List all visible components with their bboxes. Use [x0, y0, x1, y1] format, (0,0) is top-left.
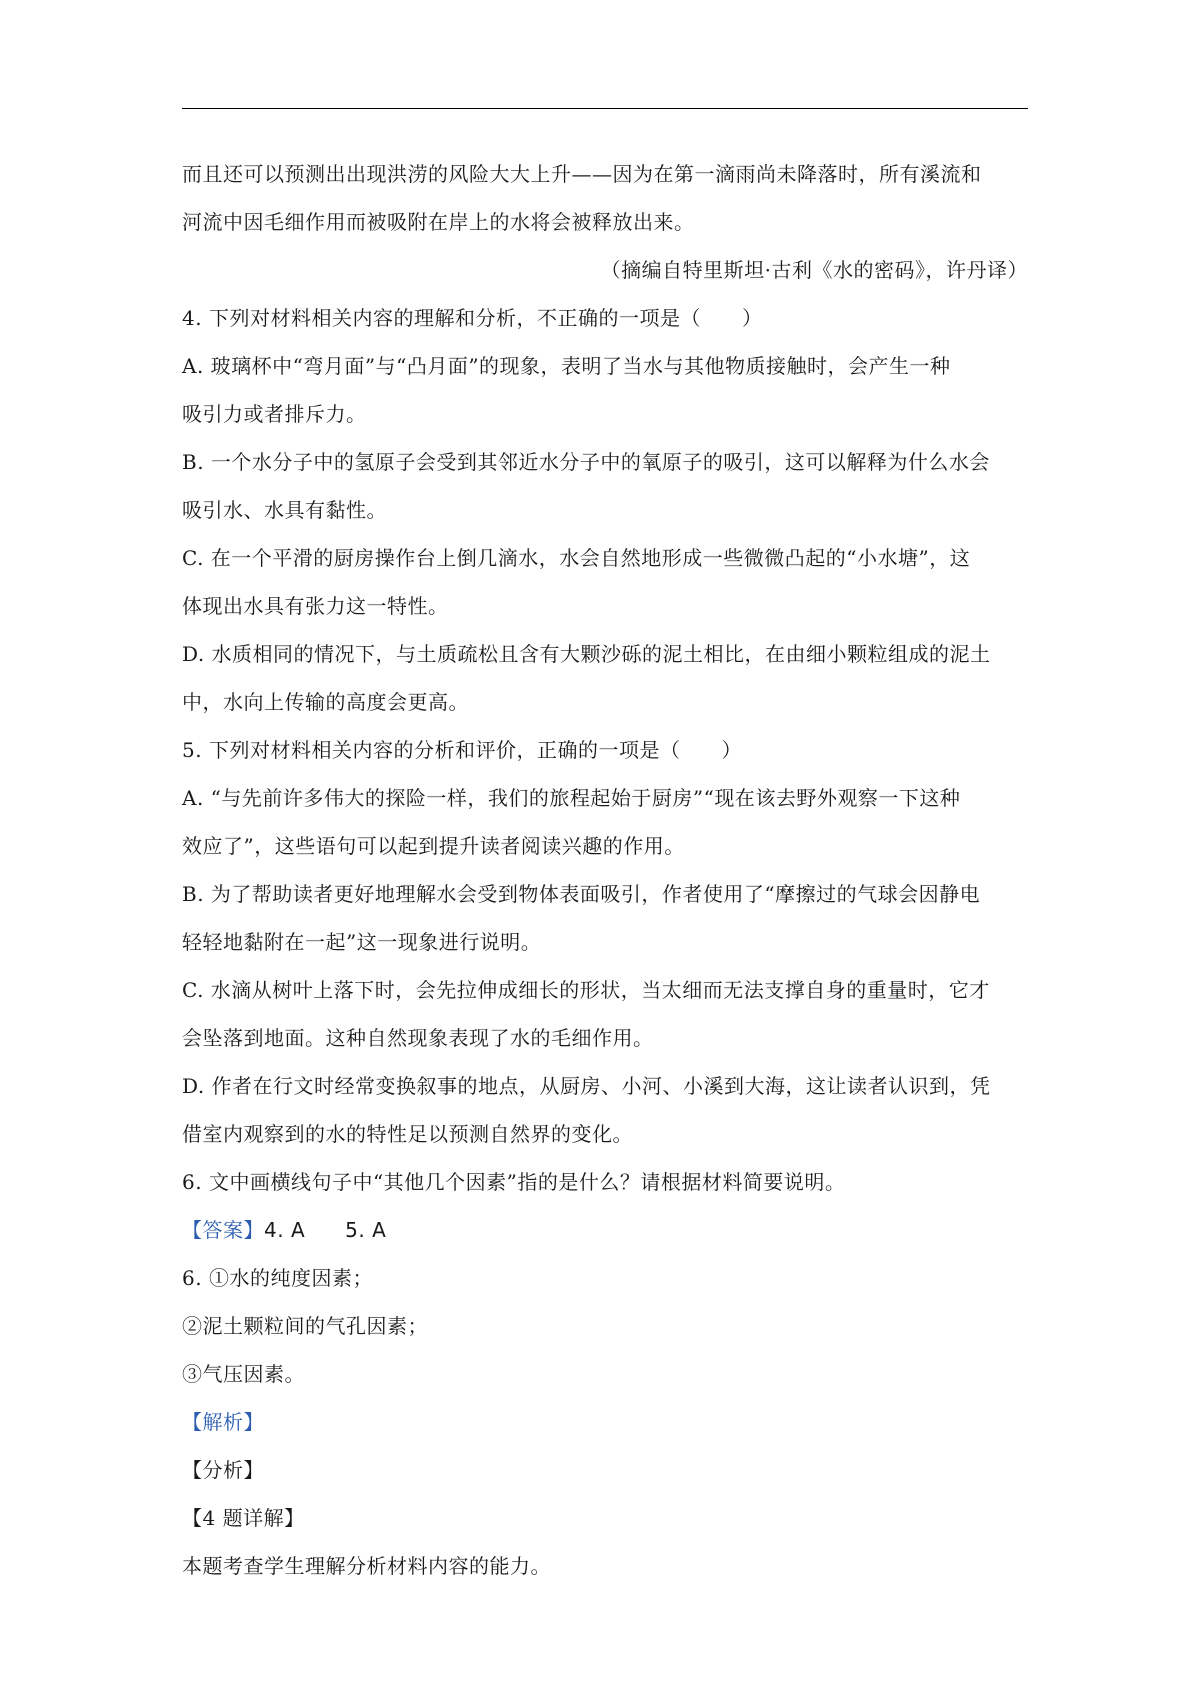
passage-source: （摘编自特里斯坦·古利《水的密码》，许丹译） [600, 258, 1028, 282]
q5-option-b: B. 为了帮助读者更好地理解水会受到物体表面吸引，作者使用了“摩擦过的气球会因静电 [182, 882, 981, 906]
question-4-stem: 4. 下列对材料相关内容的理解和分析，不正确的一项是（ ） [182, 306, 763, 330]
answer-4: 4. A [264, 1218, 306, 1242]
q5-option-b-cont: 轻轻地黏附在一起”这一现象进行说明。 [182, 930, 542, 954]
question-5-stem: 5. 下列对材料相关内容的分析和评价，正确的一项是（ ） [182, 738, 742, 762]
q4-option-d: D. 水质相同的情况下，与土质疏松且含有大颗沙砾的泥土相比，在由细小颗粒组成的泥土 [182, 642, 991, 666]
q4-option-c-cont: 体现出水具有张力这一特性。 [182, 594, 449, 618]
question-6-stem: 6. 文中画横线句子中“其他几个因素”指的是什么？请根据材料简要说明。 [182, 1170, 846, 1194]
q5-option-c-cont: 会坠落到地面。这种自然现象表现了水的毛细作用。 [182, 1026, 654, 1050]
passage-line: 而且还可以预测出出现洪涝的风险大大上升——因为在第一滴雨尚未降落时，所有溪流和 [182, 162, 982, 186]
q4-option-d-cont: 中，水向上传输的高度会更高。 [182, 690, 469, 714]
q5-option-a-cont: 效应了”，这些语句可以起到提升读者阅读兴趣的作用。 [182, 834, 685, 858]
q5-option-a: A. “与先前许多伟大的探险一样，我们的旅程起始于厨房”“现在该去野外观察一下这种 [182, 786, 961, 810]
document-body [182, 150, 1028, 1590]
q5-option-d-cont: 借室内观察到的水的特性足以预测自然界的变化。 [182, 1122, 633, 1146]
q4-option-a-cont: 吸引力或者排斥力。 [182, 402, 367, 426]
answer-6-point-1: 6. ①水的纯度因素； [182, 1266, 373, 1290]
header-rule [182, 108, 1028, 109]
answer-6-point-2: ②泥土颗粒间的气孔因素； [182, 1314, 428, 1338]
answer-tag: 【答案】 [182, 1218, 264, 1242]
q5-option-c: C. 水滴从树叶上落下时，会先拉伸成细长的形状，当太细而无法支撑自身的重量时，它才 [182, 978, 990, 1002]
q4-detail-heading: 【4 题详解】 [182, 1506, 305, 1530]
answer-line [182, 1206, 1028, 1254]
q4-option-b-cont: 吸引水、水具有黏性。 [182, 498, 387, 522]
q5-option-d: D. 作者在行文时经常变换叙事的地点，从厨房、小河、小溪到大海，这让读者认识到，凭 [182, 1074, 991, 1098]
analysis-subheading: 【分析】 [182, 1458, 264, 1482]
answer-6-point-3: ③气压因素。 [182, 1362, 305, 1386]
q4-option-b: B. 一个水分子中的氢原子会受到其邻近水分子中的氧原子的吸引，这可以解释为什么水会 [182, 450, 990, 474]
q4-option-c: C. 在一个平滑的厨房操作台上倒几滴水，水会自然地形成一些微微凸起的“小水塘”，这 [182, 546, 971, 570]
passage-line: 河流中因毛细作用而被吸附在岸上的水将会被释放出来。 [182, 210, 695, 234]
analysis-tag: 【解析】 [182, 1410, 264, 1434]
q4-option-a: A. 玻璃杯中“弯月面”与“凸月面”的现象，表明了当水与其他物质接触时，会产生一种 [182, 354, 951, 378]
analysis-text: 本题考查学生理解分析材料内容的能力。 [182, 1554, 551, 1578]
answer-5: 5. A [345, 1218, 387, 1242]
